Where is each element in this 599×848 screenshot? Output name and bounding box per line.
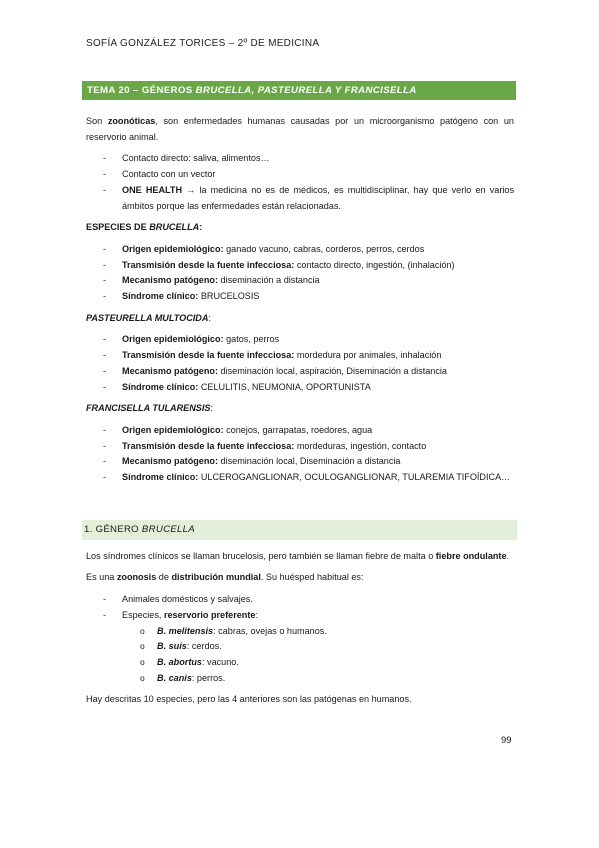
heading-post: : xyxy=(210,403,213,414)
heading-italic: BRUCELLA xyxy=(149,222,200,233)
paragraph-text: . Su huésped habitual es: xyxy=(260,572,364,583)
species-text: : cerdos. xyxy=(186,641,222,652)
species-name: B. suis xyxy=(157,641,187,652)
list-item xyxy=(86,454,514,470)
list-item-label: Transmisión desde la fuente infecciosa: xyxy=(122,259,295,270)
list-item-text: diseminación local, Diseminación a distancia xyxy=(218,456,401,467)
list-item-text: → la medicina no es de médicos, es multidisciplinar, hay que verlo en varios ámbitos porque las enfermedades están relacionadas. xyxy=(122,184,515,211)
paragraph xyxy=(86,549,514,565)
list-item xyxy=(86,423,514,439)
list-item xyxy=(86,151,514,167)
list-item-label: Síndrome clínico: xyxy=(122,472,199,483)
page-number: 99 xyxy=(501,735,512,746)
intro-pre: Son xyxy=(86,116,108,126)
page-header: SOFÍA GONZÁLEZ TORICES – 2º DE MEDICINA xyxy=(86,38,320,49)
list-item-text: diseminación a distancia xyxy=(218,275,320,286)
paragraph-text: de xyxy=(156,572,172,583)
species-text: : vacuno. xyxy=(201,656,239,667)
heading-post: : xyxy=(208,312,211,323)
list-item xyxy=(86,592,514,608)
list-item-text: conejos, garrapatas, roedores, agua xyxy=(223,424,373,435)
species-name: B. canis xyxy=(157,672,192,683)
list-item xyxy=(86,380,514,396)
list-item xyxy=(86,332,514,348)
list-item-label: Mecanismo patógeno: xyxy=(122,456,218,467)
list-item-text: contacto directo, ingestión, (inhalación) xyxy=(294,259,455,270)
section-heading-bar xyxy=(82,520,517,540)
list-item-label: Mecanismo patógeno: xyxy=(122,365,218,376)
species-text: : perros. xyxy=(191,672,226,683)
intro-post: , son enfermedades humanas causadas por un microorganismo patógeno con un reservorio animal. xyxy=(86,116,514,142)
list-item-text: mordedura por animales, inhalación xyxy=(294,350,442,361)
intro-bold: zoonóticas xyxy=(107,116,156,126)
list-item-text: Animales domésticos y salvajes. xyxy=(122,594,253,605)
list-item xyxy=(86,258,514,274)
list-item-label: Transmisión desde la fuente infecciosa: xyxy=(122,350,295,361)
list-item-label: reservorio preferente xyxy=(163,609,256,620)
species-name: B. melitensis xyxy=(157,625,214,636)
paragraph-post: . xyxy=(506,550,510,561)
list-item-text: ULCEROGANGLIONAR, OCULOGANGLIONAR, TULAREMIA TIFOÍDICA… xyxy=(198,472,511,483)
paragraph-bold: distribución mundial xyxy=(171,572,261,583)
pasteurella-heading xyxy=(86,311,514,327)
document-body xyxy=(86,114,514,708)
list-item-label: Origen epidemiológico: xyxy=(122,424,224,435)
francisella-list xyxy=(86,423,514,486)
list-item-text: diseminación local, aspiración, Diseminación a distancia xyxy=(218,365,447,376)
species-list xyxy=(86,624,514,687)
list-item-label: Síndrome clínico: xyxy=(122,381,199,392)
list-item xyxy=(86,289,514,305)
paragraph xyxy=(86,570,514,586)
francisella-heading xyxy=(86,401,514,417)
list-item xyxy=(86,439,514,455)
list-item xyxy=(86,348,514,364)
species-item xyxy=(86,639,514,655)
list-item-label: Síndrome clínico: xyxy=(122,291,199,302)
list-item-text: CELULITIS, NEUMONIA, OPORTUNISTA xyxy=(198,381,371,392)
species-name: B. abortus xyxy=(157,656,202,667)
list-item-text: Contacto directo: saliva, alimentos… xyxy=(122,153,270,164)
species-text: : cabras, ovejas o humanos. xyxy=(213,625,327,636)
paragraph: Hay descritas 10 especies, pero las 4 anteriores son las patógenas en humanos. xyxy=(86,694,412,705)
list-item xyxy=(86,470,514,486)
list-item-text: gatos, perros xyxy=(223,334,280,345)
list-item xyxy=(86,273,514,289)
list-item xyxy=(86,608,514,624)
heading-pre: ESPECIES DE xyxy=(86,222,150,233)
heading-post: : xyxy=(199,222,203,233)
brucella-list xyxy=(86,242,514,305)
pasteurella-list xyxy=(86,332,514,395)
list-item-text: ganado vacuno, cabras, corderos, perros, cerdos xyxy=(223,243,425,254)
chapter-title-bar xyxy=(82,81,516,100)
list-item-label: Origen epidemiológico: xyxy=(122,334,224,345)
section-heading-prefix: 1. GÉNERO xyxy=(84,523,142,535)
chapter-title-prefix: TEMA 20 – GÉNEROS xyxy=(87,85,196,96)
list-item-text: : xyxy=(255,609,258,620)
intro-list xyxy=(86,151,514,214)
list-item-text: Contacto con un vector xyxy=(122,169,216,180)
section-heading-italic: BRUCELLA xyxy=(141,523,195,535)
list-item-text: Especies, xyxy=(122,609,164,620)
list-item-text: BRUCELOSIS xyxy=(198,291,260,302)
heading-italic: PASTEURELLA MULTOCIDA xyxy=(86,312,209,323)
list-item-label: ONE HEALTH xyxy=(122,184,183,195)
brucella-heading xyxy=(86,220,514,236)
list-item xyxy=(86,183,514,214)
list-item xyxy=(86,364,514,380)
paragraph-text: Es una xyxy=(86,572,117,583)
species-item xyxy=(86,624,514,640)
heading-italic: FRANCISELLA TULARENSIS xyxy=(86,403,211,414)
list-item-label: Origen epidemiológico: xyxy=(122,243,224,254)
list-item-label: Mecanismo patógeno: xyxy=(122,275,218,286)
intro-paragraph xyxy=(86,114,514,145)
paragraph-text: Los síndromes clínicos se llaman brucelosis, pero también se llaman fiebre de malta o xyxy=(86,550,436,561)
chapter-title-italic: BRUCELLA, PASTEURELLA Y FRANCISELLA xyxy=(195,85,417,96)
paragraph-bold: fiebre ondulante xyxy=(435,550,507,561)
list-item xyxy=(86,167,514,183)
list-item-text: mordeduras, ingestión, contacto xyxy=(294,440,427,451)
paragraph-bold: zoonosis xyxy=(116,572,157,583)
species-item xyxy=(86,671,514,687)
list-item xyxy=(86,242,514,258)
list-item-label: Transmisión desde la fuente infecciosa: xyxy=(122,440,295,451)
hosts-list xyxy=(86,592,514,623)
species-item xyxy=(86,655,514,671)
